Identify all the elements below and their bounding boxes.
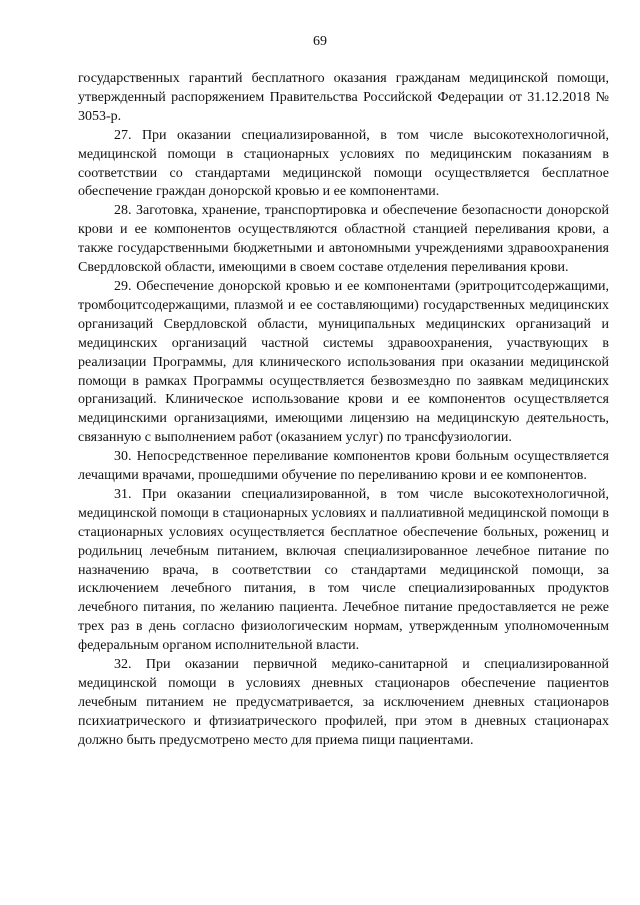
paragraph-31: 31. При оказании специализированной, в том числе высокотехнологичной, медицинской помощи в стационарных условиях и паллиативной медицинской помощи в стационарных условиях осуществляется бесплатное обеспечение больных, рожениц и родильниц лечебным питанием, включая специализированное лечебное питание по назначению врача, в соответствии со стандартами медицинской помощи, за исключением лечебного питания, в том числе специализированных продуктов лечебного питания, по желанию пациента. Лечебное питание предоставляется не реже трех раз в день согласно физиологическим нормам, утвержденным уполномоченным федеральным органом исполнительной власти.: [78, 486, 609, 654]
paragraph-27: 27. При оказании специализированной, в том числе высокотехнологичной, медицинской помощи в стационарных условиях по медицинским показаниям в соответствии со стандартами медицинской помощи осуществляется бесплатное обеспечение граждан донорской кровью и ее компонентами.: [78, 127, 609, 200]
page-number: 69: [313, 34, 327, 49]
paragraph-30: 30. Непосредственное переливание компонентов крови больным осуществляется лечащими врачами, прошедшими обучение по переливанию крови и ее компонентов.: [78, 449, 609, 484]
paragraph-29: 29. Обеспечение донорской кровью и ее компонентами (эритроцитсодержащими, тромбоцитсодержащими, плазмой и ее составляющими) государственных медицинских организаций Свердловской области, муниципальных медицинских организаций и медицинских организаций частной системы здравоохранения, участвующих в реализации Программы, для клинического использования при оказании медицинской помощи в рамках Программы осуществляется безвозмездно по заявкам медицинских организаций. Клиническое использование крови и ее компонентов осуществляется медицинскими организациями, имеющими лицензию на медицинскую деятельность, связанную с выполнением работ (оказанием услуг) по трансфузиологии.: [78, 278, 609, 446]
document-body: [78, 70, 609, 751]
paragraph-continuation: государственных гарантий бесплатного оказания гражданам медицинской помощи, утвержденный распоряжением Правительства Российской Федерации от 31.12.2018 № 3053-р.: [78, 71, 609, 124]
paragraph-28: 28. Заготовка, хранение, транспортировка и обеспечение безопасности донорской крови и ее компонентов осуществляются областной станцией переливания крови, а также государственными бюджетными и автономными учреждениями здравоохранения Свердловской области, имеющими в своем составе отделения переливания крови.: [78, 203, 609, 276]
paragraph-32: 32. При оказании первичной медико-санитарной и специализированной медицинской помощи в условиях дневных стационаров обеспечение пациентов лечебным питанием не предусматривается, за исключением дневных стационаров психиатрического и фтизиатрического профилей, при этом в дневных стационарах должно быть предусмотрено место для приема пищи пациентами.: [78, 657, 609, 748]
